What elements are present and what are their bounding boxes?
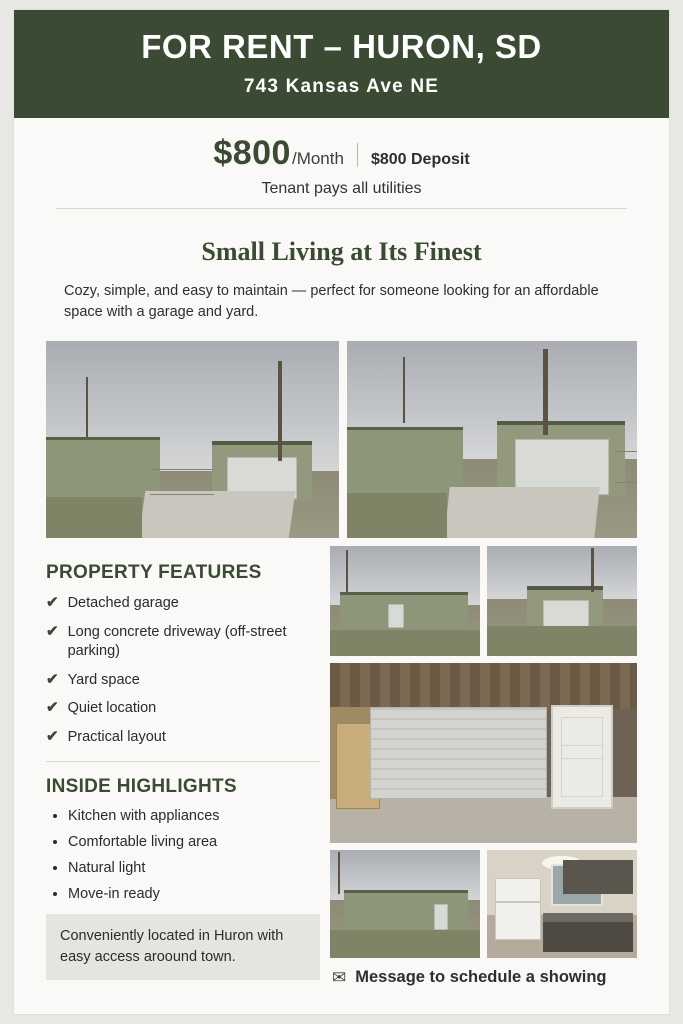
feature-label: Yard space: [67, 671, 140, 688]
deposit-amount: $800 Deposit: [370, 150, 470, 168]
inside-highlights-title: INSIDE HIGHLIGHTS: [46, 776, 237, 798]
photo-column: [330, 546, 637, 987]
text-column: [46, 546, 320, 987]
photo-row-bottom: [330, 850, 637, 958]
feature-label: Quiet location: [67, 700, 157, 717]
photo-house-front: [330, 546, 480, 656]
photo-garage-exterior: [487, 546, 637, 656]
page-title: FOR RENT – HURON, SD: [141, 28, 542, 65]
inside-highlights-list: [46, 808, 320, 902]
section-divider: [46, 761, 320, 762]
price-divider: [357, 143, 358, 167]
check-icon: ✔: [46, 670, 59, 688]
photo-exterior-left: [46, 341, 339, 538]
list-item: • Comfortable living area: [68, 834, 320, 850]
photo-garage-interior: [330, 663, 637, 843]
intro-section: [14, 221, 669, 333]
intro-body: Cozy, simple, and easy to maintain — perfect for someone looking for an affordable space with a garage and yard.: [64, 282, 599, 320]
price-amount: $800: [213, 133, 291, 172]
photo-row-top: [14, 333, 669, 538]
photo-exterior-right: [347, 341, 637, 538]
list-item: [46, 623, 320, 662]
feature-label: Practical layout: [67, 728, 166, 745]
photo-row-small: [330, 546, 637, 656]
check-icon: ✔: [46, 622, 59, 640]
list-item: • Move-in ready: [68, 886, 320, 902]
photo-kitchen: [487, 850, 637, 958]
list-item: • Natural light: [68, 860, 320, 876]
flyer-sheet: [14, 10, 669, 1014]
list-item: [46, 699, 320, 719]
price-section: [14, 118, 669, 221]
features-title: PROPERTY FEATURES: [46, 561, 262, 583]
price-period: /Month: [291, 148, 344, 168]
features-list: [46, 594, 320, 747]
header-banner: [14, 10, 669, 118]
check-icon: ✔: [46, 593, 59, 611]
feature-label: Long concrete driveway (off-street parking): [67, 623, 287, 660]
check-icon: ✔: [46, 727, 59, 745]
property-address: 743 Kansas Ave NE: [243, 75, 440, 97]
intro-heading: Small Living at Its Finest: [201, 236, 482, 266]
contact-cta[interactable]: [330, 968, 637, 987]
utilities-note: Tenant pays all utilities: [261, 179, 422, 197]
location-note: Conveniently located in Huron with easy access aroound town.: [46, 914, 320, 980]
cta-label: Message to schedule a showing: [355, 967, 607, 986]
list-item: [46, 594, 320, 614]
lower-content: [14, 538, 669, 987]
list-item: [46, 728, 320, 748]
feature-label: Detached garage: [67, 594, 179, 611]
section-divider: [56, 208, 627, 209]
list-item: [46, 671, 320, 691]
photo-house-side: [330, 850, 480, 958]
envelope-icon: ✉: [332, 967, 347, 987]
price-line: [24, 134, 659, 173]
check-icon: ✔: [46, 699, 59, 717]
list-item: • Kitchen with appliances: [68, 808, 320, 824]
